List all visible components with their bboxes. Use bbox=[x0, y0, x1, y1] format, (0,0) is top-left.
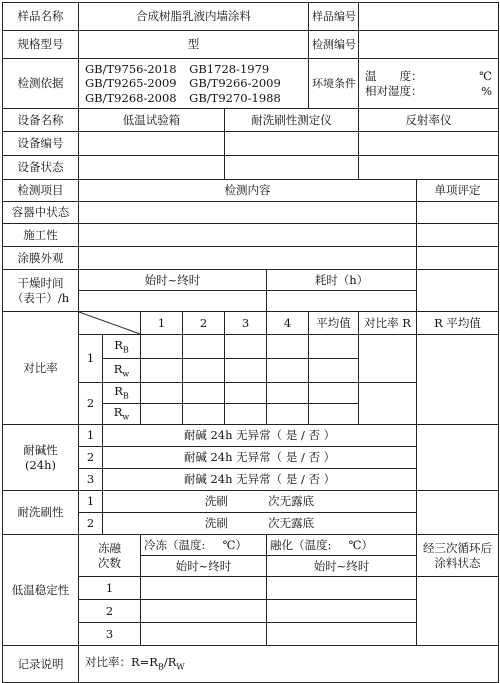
film-label: 涂膜外观 bbox=[3, 247, 79, 270]
cycle-row-no: 3 bbox=[79, 623, 141, 646]
contrast-ratio-cell[interactable] bbox=[359, 335, 417, 383]
equipment-no-field[interactable] bbox=[225, 132, 359, 156]
rb-sub: B bbox=[122, 391, 129, 401]
contrast-cell[interactable] bbox=[141, 404, 183, 425]
contrast-cell[interactable] bbox=[267, 383, 309, 404]
rw-sub: w bbox=[122, 369, 130, 379]
contrast-col-header: 对比率 R bbox=[359, 312, 417, 335]
record-table bbox=[2, 2, 499, 683]
rw-label bbox=[103, 404, 141, 425]
freeze-unit: ℃） bbox=[222, 537, 247, 552]
standard-item: GB/T9268-2008 bbox=[85, 90, 177, 105]
spec-label: 规格型号 bbox=[3, 31, 79, 59]
eval-field[interactable] bbox=[417, 247, 499, 270]
note-formula bbox=[79, 646, 499, 683]
cycle-label-2: 次数 bbox=[98, 555, 121, 570]
contrast-cell[interactable] bbox=[267, 359, 309, 383]
thaw-field[interactable] bbox=[267, 623, 417, 646]
scrub-result[interactable] bbox=[103, 513, 417, 535]
state-label-2: 涂料状态 bbox=[434, 555, 481, 570]
contrast-cell[interactable] bbox=[183, 383, 225, 404]
equipment-status-label: 设备状态 bbox=[3, 156, 79, 180]
note-label: 记录说明 bbox=[3, 646, 79, 683]
rb-text: R bbox=[114, 384, 123, 399]
standard-item: GB/T9266-2009 bbox=[189, 76, 281, 91]
container-label: 容器中状态 bbox=[3, 202, 79, 224]
rw-text: R bbox=[113, 405, 123, 420]
basis-label: 检测依据 bbox=[3, 59, 79, 109]
temp-unit: ℃ bbox=[479, 69, 493, 84]
dry-time-label bbox=[3, 270, 79, 312]
workability-field[interactable] bbox=[79, 224, 417, 247]
equipment-name-label: 设备名称 bbox=[3, 109, 79, 132]
freeze-field[interactable] bbox=[141, 600, 267, 623]
scrub-row-no: 2 bbox=[79, 513, 103, 535]
equipment-name-1: 低温试验箱 bbox=[79, 109, 225, 132]
contrast-col-header: 3 bbox=[225, 312, 267, 335]
equipment-no-field[interactable] bbox=[359, 132, 499, 156]
contrast-cell[interactable] bbox=[183, 359, 225, 383]
contrast-cell[interactable] bbox=[225, 383, 267, 404]
cycle-row-no: 1 bbox=[79, 577, 141, 600]
cycle-header bbox=[79, 535, 141, 577]
equipment-status-field[interactable] bbox=[225, 156, 359, 180]
freeze-start-end: 始时~终时 bbox=[141, 556, 267, 577]
freeze-field[interactable] bbox=[141, 623, 267, 646]
standard-item: GB/T9270-1988 bbox=[189, 90, 281, 105]
contrast-ratio-cell[interactable] bbox=[359, 383, 417, 425]
thaw-label: 融化（温度: bbox=[270, 537, 332, 552]
freeze-header bbox=[141, 535, 267, 556]
rw-text: R bbox=[113, 361, 123, 376]
contrast-cell[interactable] bbox=[309, 335, 359, 359]
contrast-row-no: 1 bbox=[79, 335, 103, 383]
rb-label bbox=[103, 335, 141, 359]
sample-no-label: 样品编号 bbox=[309, 3, 359, 31]
scrub-text-a: 洗刷 bbox=[204, 516, 228, 531]
env-conditions bbox=[359, 59, 499, 109]
contrast-cell[interactable] bbox=[225, 335, 267, 359]
formula-sub-w: W bbox=[176, 662, 185, 672]
humidity-unit: % bbox=[481, 83, 493, 98]
scrub-text-b: 次无露底 bbox=[268, 516, 315, 531]
dry-time-label-2: （表干）/h bbox=[11, 290, 70, 305]
contrast-avg-cell[interactable] bbox=[417, 335, 499, 425]
alkali-label bbox=[3, 425, 79, 491]
test-no-label: 检测编号 bbox=[309, 31, 359, 59]
standard-item: GB/T9756-2018 bbox=[85, 61, 177, 76]
equipment-status-field[interactable] bbox=[79, 156, 225, 180]
eval-field[interactable] bbox=[417, 270, 499, 312]
dry-start-end-field[interactable] bbox=[79, 291, 267, 312]
contrast-cell[interactable] bbox=[309, 359, 359, 383]
content-header: 检测内容 bbox=[79, 180, 417, 202]
cycle-row-no: 2 bbox=[79, 600, 141, 623]
standard-item: GB1728-1979 bbox=[189, 61, 270, 76]
alkali-row-no: 3 bbox=[79, 469, 103, 491]
test-no-field[interactable] bbox=[359, 31, 499, 59]
equipment-name-2: 耐洗刷性测定仪 bbox=[225, 109, 359, 132]
contrast-col-header: 2 bbox=[183, 312, 225, 335]
scrub-text-b: 次无露底 bbox=[268, 494, 315, 509]
scrub-text-a: 洗刷 bbox=[204, 494, 228, 509]
workability-label: 施工性 bbox=[3, 224, 79, 247]
thaw-start-end: 始时~终时 bbox=[267, 556, 417, 577]
dry-start-end-header: 始时~终时 bbox=[79, 270, 267, 291]
standards-list bbox=[79, 59, 309, 109]
formula-sub-b: B bbox=[157, 662, 164, 672]
sample-name-label: 样品名称 bbox=[3, 3, 79, 31]
thaw-field[interactable] bbox=[267, 577, 417, 600]
spec-value: 型 bbox=[79, 31, 309, 59]
contrast-cell[interactable] bbox=[183, 404, 225, 425]
scrub-label: 耐洗刷性 bbox=[3, 491, 79, 535]
contrast-cell[interactable] bbox=[141, 335, 183, 359]
alkali-result[interactable]: 耐碱 24h 无异常（ 是 / 否 ） bbox=[103, 447, 417, 469]
rw-sub: w bbox=[122, 412, 130, 422]
state-header bbox=[417, 535, 499, 577]
contrast-row-no: 2 bbox=[79, 383, 103, 425]
cycle-label-1: 冻融 bbox=[98, 541, 121, 556]
dry-elapsed-header: 耗时（h） bbox=[267, 270, 417, 291]
contrast-cell[interactable] bbox=[267, 404, 309, 425]
eval-header: 单项评定 bbox=[417, 180, 499, 202]
contrast-col-header: 平均值 bbox=[309, 312, 359, 335]
sample-name-value: 合成树脂乳液内墙涂料 bbox=[79, 3, 309, 31]
equipment-status-field[interactable] bbox=[359, 156, 499, 180]
item-header: 检测项目 bbox=[3, 180, 79, 202]
thaw-header bbox=[267, 535, 417, 556]
dry-elapsed-field[interactable] bbox=[267, 291, 417, 312]
contrast-col-header: R 平均值 bbox=[417, 312, 499, 335]
alkali-label-1: 耐碱性 bbox=[23, 443, 58, 458]
scrub-result[interactable] bbox=[103, 491, 417, 513]
alkali-row-no: 1 bbox=[79, 425, 103, 447]
freeze-label: 冷冻（温度: bbox=[144, 537, 206, 552]
formula-prefix: 对比率：R=R bbox=[85, 655, 158, 670]
contrast-cell[interactable] bbox=[225, 404, 267, 425]
contrast-cell[interactable] bbox=[183, 335, 225, 359]
contrast-cell[interactable] bbox=[309, 383, 359, 404]
eval-field[interactable] bbox=[417, 202, 499, 224]
diagonal-header-cell bbox=[79, 312, 141, 335]
standard-item: GB/T9265-2009 bbox=[85, 76, 177, 91]
alkali-label-2: (24h) bbox=[24, 457, 56, 472]
alkali-result[interactable]: 耐碱 24h 无异常（ 是 / 否 ） bbox=[103, 469, 417, 491]
state-field[interactable] bbox=[417, 577, 499, 646]
sample-no-field[interactable] bbox=[359, 3, 499, 31]
rw-label bbox=[103, 359, 141, 383]
diagonal-line bbox=[79, 312, 140, 334]
contrast-cell[interactable] bbox=[141, 383, 183, 404]
dry-time-label-1: 干燥时间 bbox=[17, 276, 64, 291]
contrast-col-header: 4 bbox=[267, 312, 309, 335]
alkali-result[interactable]: 耐碱 24h 无异常（ 是 / 否 ） bbox=[103, 425, 417, 447]
thaw-field[interactable] bbox=[267, 600, 417, 623]
contrast-cell[interactable] bbox=[141, 359, 183, 383]
rb-label bbox=[103, 383, 141, 404]
lowtemp-label: 低温稳定性 bbox=[3, 535, 79, 646]
rb-text: R bbox=[114, 337, 123, 352]
temp-label: 温 度： bbox=[365, 69, 423, 84]
scrub-row-no: 1 bbox=[79, 491, 103, 513]
eval-field[interactable] bbox=[417, 224, 499, 247]
film-field[interactable] bbox=[79, 247, 417, 270]
contrast-col-header: 1 bbox=[141, 312, 183, 335]
equipment-no-field[interactable] bbox=[79, 132, 225, 156]
container-field[interactable] bbox=[79, 202, 417, 224]
env-label: 环境条件 bbox=[309, 59, 359, 109]
freeze-field[interactable] bbox=[141, 577, 267, 600]
alkali-row-no: 2 bbox=[79, 447, 103, 469]
rb-sub: B bbox=[122, 345, 129, 355]
formula-mid: /R bbox=[163, 655, 177, 670]
equipment-name-3: 反射率仪 bbox=[359, 109, 499, 132]
state-label-1: 经三次循环后 bbox=[423, 541, 493, 556]
contrast-cell[interactable] bbox=[225, 359, 267, 383]
thaw-unit: ℃） bbox=[348, 537, 373, 552]
humidity-label: 相对湿度： bbox=[365, 83, 423, 98]
equipment-no-label: 设备编号 bbox=[3, 132, 79, 156]
contrast-cell[interactable] bbox=[309, 404, 359, 425]
eval-field[interactable] bbox=[417, 425, 499, 491]
eval-field[interactable] bbox=[417, 491, 499, 535]
contrast-label: 对比率 bbox=[3, 312, 79, 425]
contrast-cell[interactable] bbox=[267, 335, 309, 359]
